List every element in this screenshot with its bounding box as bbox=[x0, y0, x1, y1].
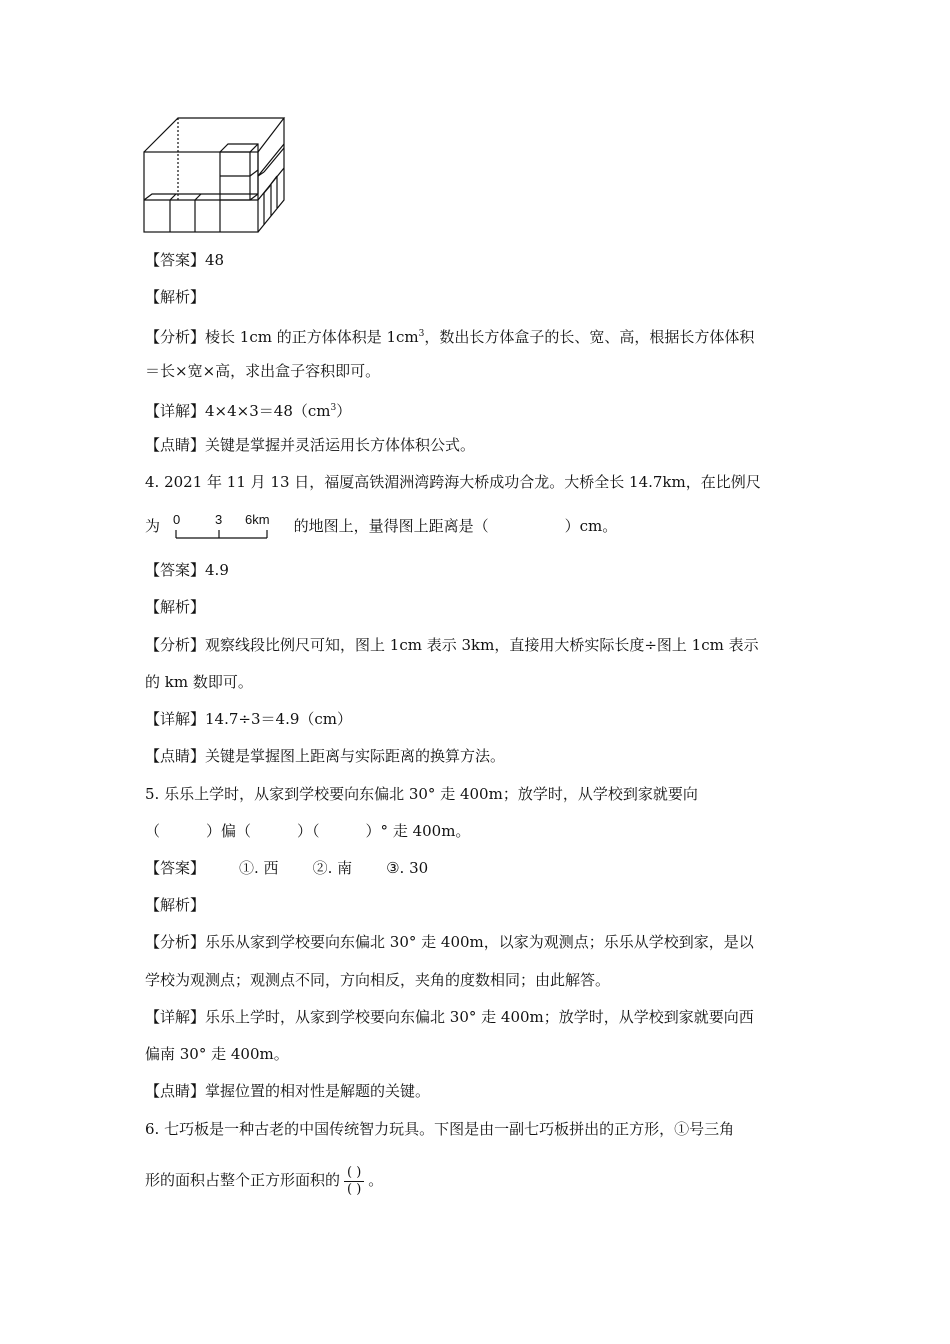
box-front-face bbox=[144, 152, 258, 232]
q5-fenxi-line-2: 学校为观测点；观测点不同，方向相反，夹角的度数相同；由此解答。 bbox=[145, 971, 611, 989]
answer-item-3: ③. 30 bbox=[386, 859, 429, 877]
q4-stem-line-2: 为 0 3 6km 的地图上，量得图上距离是（ ）cm。 bbox=[145, 512, 617, 542]
q5-stem-line-2: （ ）偏（ ）（ ）° 走 400m。 bbox=[145, 822, 471, 840]
q4-detail: 【详解】14.7÷3＝4.9（cm） bbox=[145, 710, 353, 728]
q3-answer bbox=[145, 250, 224, 270]
q3-fenxi-line-1: 【分析】棱长 1cm 的正方体体积是 $1cm^3$，数出长方体盒子的长、宽、高，根据长方体体积 bbox=[145, 328, 755, 346]
q6-stem-line-1: 6. 七巧板是一种古老的中国传统智力玩具。下图是由一副七巧板拼出的正方形，①号三角 bbox=[145, 1120, 735, 1138]
q5-analysis-label: 【解析】 bbox=[145, 896, 206, 914]
q4-answer: 【答案】4.9 bbox=[145, 561, 229, 579]
answer-item-2: ②. 南 bbox=[312, 859, 353, 877]
q5-answer: 【答案】 ①. 西 ②. 南 ③. 30 bbox=[145, 859, 429, 877]
q3-analysis-label: 【解析】 bbox=[145, 288, 206, 306]
q4-fenxi-line-2: 的 km 数即可。 bbox=[145, 673, 253, 691]
answer-label: 【答案】 bbox=[145, 251, 206, 269]
q5-point: 【点睛】掌握位置的相对性是解题的关键。 bbox=[145, 1082, 431, 1100]
q3-fenxi-line-2: ＝长×宽×高，求出盒子容积即可。 bbox=[145, 362, 381, 380]
answer-item-1: ①. 西 bbox=[239, 859, 279, 877]
line-scale-bar bbox=[169, 512, 281, 542]
q5-stem-line-1: 5. 乐乐上学时，从家到学校要向东偏北 30° 走 400m；放学时，从学校到家就要向 bbox=[145, 785, 698, 803]
q4-fenxi-line-1: 【分析】观察线段比例尺可知，图上 1cm 表示 3km，直接用大桥实际长度÷图上 1cm 表示 bbox=[145, 636, 759, 654]
q3-detail: 【详解】$4\times 4\times 3=48(cm^3)$ bbox=[145, 402, 352, 420]
q3-point: 【点睛】关键是掌握并灵活运用长方体体积公式。 bbox=[145, 436, 476, 454]
q5-detail-line-2: 偏南 30° 走 400m。 bbox=[145, 1045, 289, 1063]
q4-point: 【点睛】关键是掌握图上距离与实际距离的换算方法。 bbox=[145, 747, 506, 765]
box-top-face bbox=[144, 118, 284, 152]
q5-fenxi-line-1: 【分析】乐乐从家到学校要向东偏北 30° 走 400m，以家为观测点；乐乐从学校到家，是以 bbox=[145, 933, 754, 951]
q5-detail-line-1: 【详解】乐乐上学时，从家到学校要向东偏北 30° 走 400m；放学时，从学校到家就要向西 bbox=[145, 1008, 754, 1026]
cube-box-figure bbox=[140, 112, 300, 236]
answer-value: 48 bbox=[205, 251, 225, 269]
scale-tick-3: 3 bbox=[214, 512, 223, 527]
scale-tick-6km: 6km bbox=[244, 512, 270, 527]
q4-analysis-label: 【解析】 bbox=[145, 598, 206, 616]
scale-tick-0: 0 bbox=[172, 512, 181, 527]
q4-stem-line-1: 4. 2021 年 11 月 13 日，福厦高铁湄洲湾跨海大桥成功合龙。大桥全长 14.7km，在比例尺 bbox=[145, 473, 761, 491]
fraction-blank: $\frac{( )}{( )}$ bbox=[344, 1165, 364, 1198]
q6-stem-line-2: 形的面积占整个正方形面积的 $\frac{( )}{( )}$ 。 bbox=[145, 1164, 384, 1197]
